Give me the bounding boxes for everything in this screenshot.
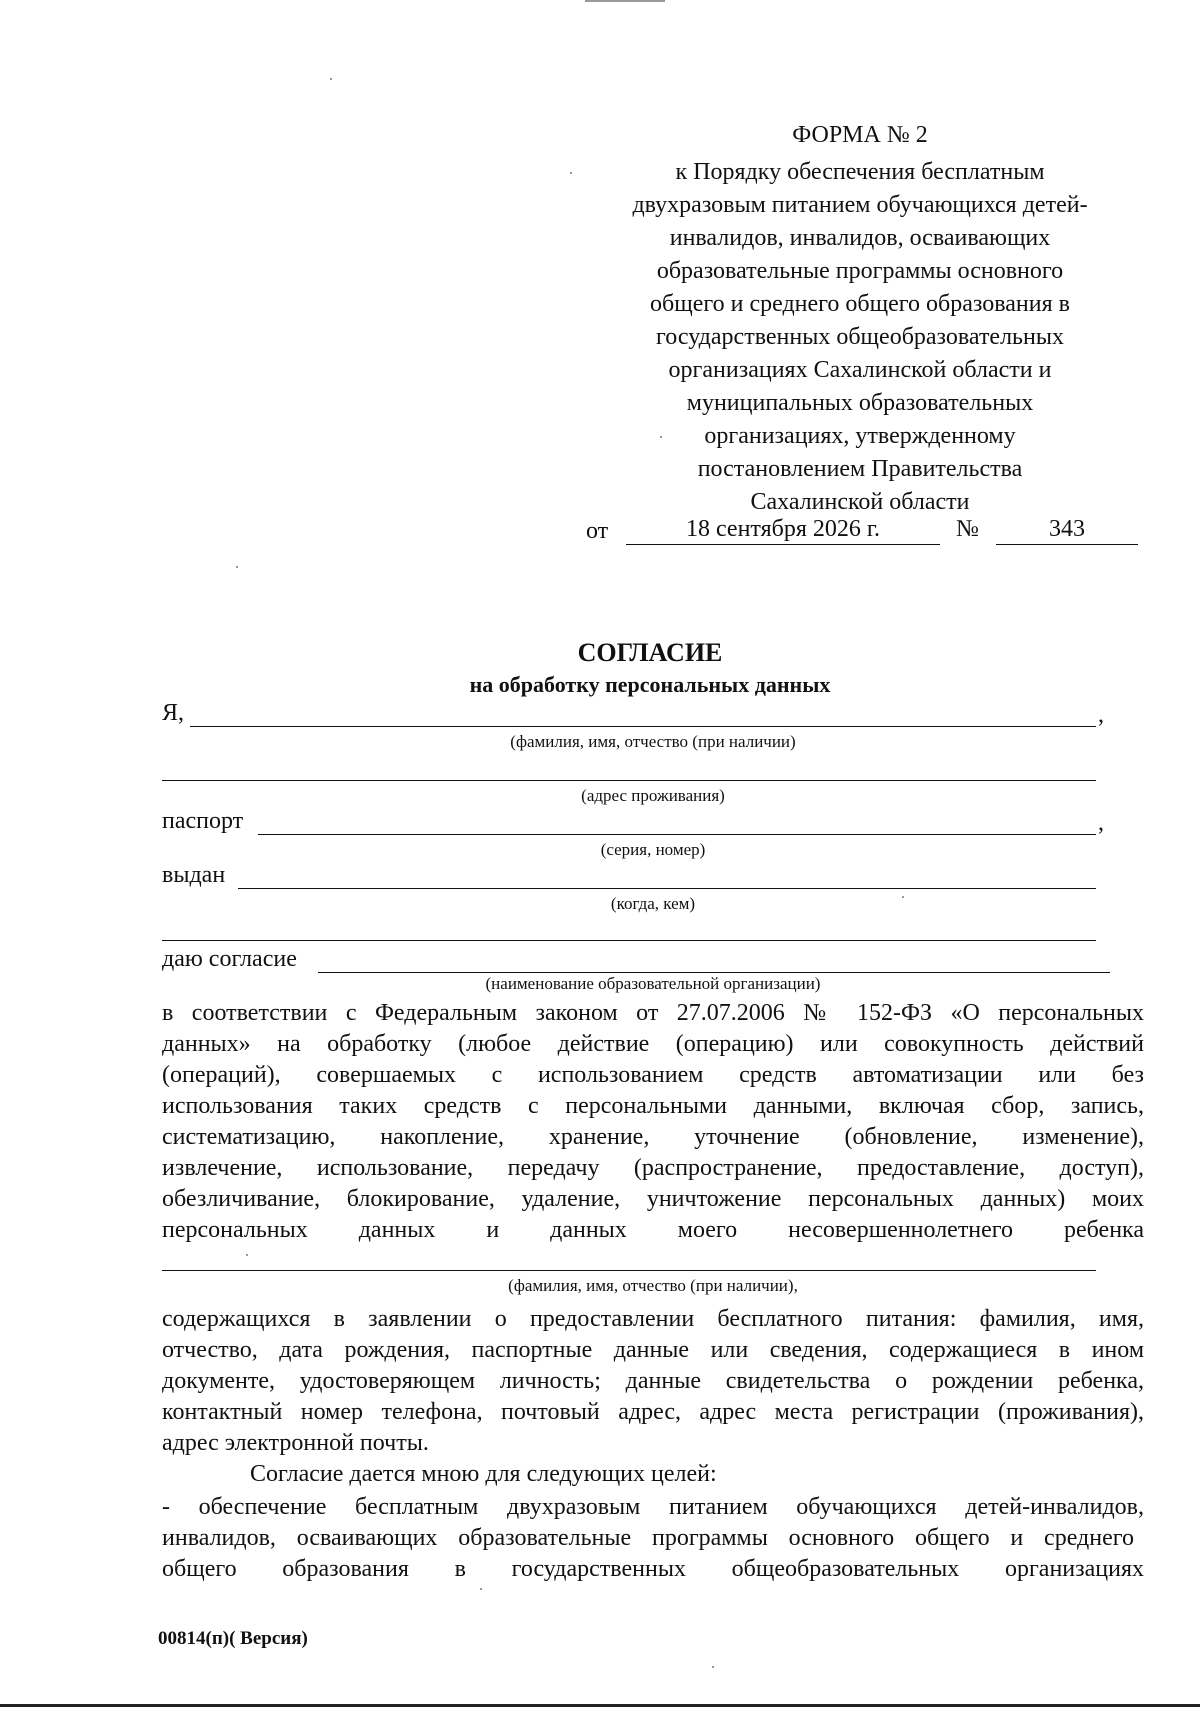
fio-comma: , (1098, 702, 1104, 728)
form-header-text (560, 156, 1160, 519)
passport-comma: , (1098, 810, 1104, 836)
scan-speck (246, 1254, 248, 1256)
address-line (162, 780, 1096, 781)
scan-top-mark (585, 0, 665, 2)
passport-label: паспорт (162, 808, 244, 834)
purpose-line: общего образования в государственных общеобразовательных организациях (162, 1556, 1144, 1582)
ya-label: Я, (162, 700, 185, 726)
paragraph-line: данных» на обработку (любое действие (операцию) или совокупность действий (162, 1031, 1144, 1057)
purpose-line: - обеспечение бесплатным двухразовым питанием обучающихся детей-инвалидов, (162, 1494, 1144, 1520)
passport-caption: (серия, номер) (600, 840, 706, 859)
organization-caption: (наименование образовательной организации) (485, 974, 821, 993)
purpose-intro: Согласие дается мною для следующих целей: (250, 1461, 717, 1487)
header-line: общего и среднего общего образования в (650, 291, 1070, 317)
consent-label: даю согласие (162, 946, 297, 972)
paragraph-line: обезличивание, блокирование, удаление, уничтожение персональных данных) моих (162, 1186, 1144, 1212)
header-line: Сахалинской области (750, 489, 970, 515)
header-line: двухразовым питанием обучающихся детей- (632, 192, 1088, 218)
paragraph-line: содержащихся в заявлении о предоставлении бесплатного питания: фамилия, имя, (162, 1306, 1144, 1332)
paragraph-line: отчество, дата рождения, паспортные данные или сведения, содержащиеся в ином (162, 1337, 1144, 1363)
paragraph-line: использования таких средств с персональными данными, включая сбор, запись, (162, 1093, 1144, 1119)
header-line: организациях, утвержденному (704, 423, 1016, 449)
scan-speck (570, 172, 572, 174)
header-line: постановлением Правительства (697, 456, 1023, 482)
date-prefix: от (586, 518, 609, 544)
paragraph-line: контактный номер телефона, почтовый адрес, адрес места регистрации (проживания), (162, 1399, 1144, 1425)
paragraph-line: в соответствии с Федеральным законом от 27.07.2006 № 152-ФЗ «О персональных (162, 1000, 1144, 1026)
document-subtitle: на обработку персональных данных (469, 672, 831, 697)
issued-label: выдан (162, 862, 226, 888)
header-line: образовательные программы основного (656, 258, 1064, 284)
paragraph-line: персональных данных и данных моего несовершеннолетнего ребенка (162, 1217, 1144, 1243)
organization-line (318, 972, 1110, 973)
header-line: государственных общеобразовательных (656, 324, 1064, 350)
form-number-title: ФОРМА № 2 (792, 122, 928, 148)
number-underline (996, 544, 1138, 545)
passport-line (258, 834, 1096, 835)
child-fio-line (162, 1270, 1096, 1271)
scan-speck (236, 566, 238, 568)
fio-line (190, 726, 1096, 727)
issued-extra-line (162, 940, 1096, 941)
address-caption: (адрес проживания) (581, 786, 725, 805)
scan-speck (480, 1588, 482, 1590)
paragraph-line: (операций), совершаемых с использованием средств автоматизации или без (162, 1062, 1144, 1088)
issued-line (238, 888, 1096, 889)
scan-speck (902, 896, 904, 898)
document-title: СОГЛАСИЕ (577, 638, 723, 667)
fio-caption: (фамилия, имя, отчество (при наличии) (510, 732, 796, 751)
date-underline (626, 544, 940, 545)
document-code: 00814(п)( Версия) (158, 1628, 308, 1649)
paragraph-line: документе, удостоверяющем личность; данные свидетельства о рождении ребенка, (162, 1368, 1144, 1394)
date-value: 18 сентября 2026 г. (685, 516, 881, 542)
scan-speck (660, 436, 662, 438)
purpose-line: инвалидов, осваивающих образовательные программы основного общего и среднего (162, 1525, 1134, 1551)
paragraph-line: извлечение, использование, передачу (распространение, предоставление, доступ), (162, 1155, 1144, 1181)
paragraph-line: адрес электронной почты. (162, 1430, 429, 1456)
header-line: инвалидов, инвалидов, осваивающих (669, 225, 1051, 251)
header-line: муниципальных образовательных (686, 390, 1034, 416)
issued-caption: (когда, кем) (610, 894, 696, 913)
child-fio-caption: (фамилия, имя, отчество (при наличии), (508, 1276, 798, 1295)
number-value: 343 (1049, 516, 1085, 542)
scan-speck (712, 1666, 714, 1668)
paragraph-line: систематизацию, накопление, хранение, уточнение (обновление, изменение), (162, 1124, 1144, 1150)
scan-edge-line (0, 1704, 1200, 1707)
number-prefix: № (956, 516, 979, 542)
header-line: к Порядку обеспечения бесплатным (675, 159, 1045, 185)
header-line: организациях Сахалинской области и (668, 357, 1052, 383)
scan-speck (330, 78, 332, 80)
